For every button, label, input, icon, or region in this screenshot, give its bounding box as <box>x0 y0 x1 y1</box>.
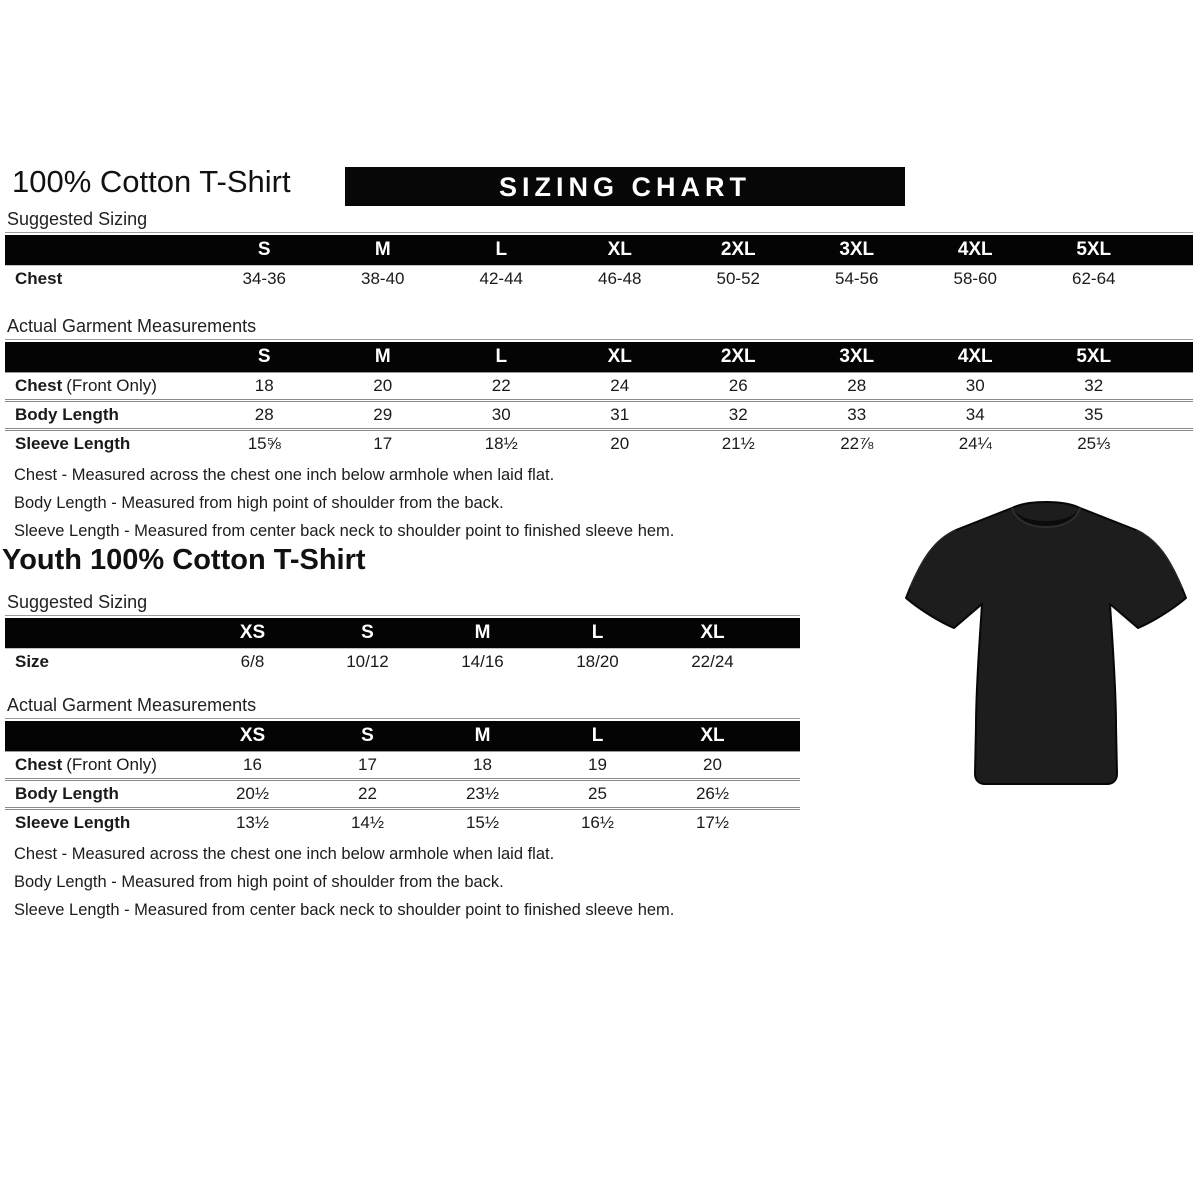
column-header: S <box>205 342 324 373</box>
table-cell: 26 <box>679 373 798 401</box>
table-row-sleeve-length <box>5 809 800 837</box>
column-header: M <box>324 235 443 266</box>
adult-actual-table <box>5 342 1193 457</box>
table-cell: 32 <box>1035 373 1154 401</box>
column-header: 4XL <box>916 235 1035 266</box>
table-cell: 14/16 <box>425 649 540 676</box>
column-header: S <box>310 618 425 649</box>
table-cell: 20 <box>324 373 443 401</box>
page-title: 100% Cotton T-Shirt <box>12 164 291 199</box>
header-spacer <box>5 342 205 373</box>
suggested-sizing-label: Suggested Sizing <box>7 209 148 229</box>
table-cell: 20½ <box>195 780 310 809</box>
column-header: XS <box>195 721 310 752</box>
youth-suggested-table <box>5 618 800 675</box>
table-cell: 42-44 <box>442 266 561 293</box>
table-row-size <box>5 649 800 676</box>
youth-actual-table <box>5 721 800 836</box>
column-header: XS <box>195 618 310 649</box>
table-cell: 34-36 <box>205 266 324 293</box>
table-header-row <box>5 618 800 649</box>
header-spacer <box>5 721 195 752</box>
adult-actual-section <box>5 316 1193 457</box>
table-cell-spacer <box>770 780 800 809</box>
table-cell: 38-40 <box>324 266 443 293</box>
table-cell: 16½ <box>540 809 655 837</box>
table-cell: 17½ <box>655 809 770 837</box>
adult-suggested-table <box>5 235 1193 292</box>
note-body-length: Body Length - Measured from high point of shoulder from the back. <box>14 873 504 891</box>
table-header-row <box>5 235 1193 266</box>
table-cell: 17 <box>324 430 443 458</box>
column-header: 3XL <box>798 342 917 373</box>
column-header: S <box>205 235 324 266</box>
table-header-row <box>5 342 1193 373</box>
row-label-text: Chest <box>15 755 63 774</box>
table-cell: 46-48 <box>561 266 680 293</box>
column-header: L <box>442 235 561 266</box>
table-row-chest <box>5 373 1193 401</box>
header-spacer <box>5 235 205 266</box>
column-header: L <box>540 618 655 649</box>
header-spacer <box>770 618 800 649</box>
table-cell: 29 <box>324 401 443 430</box>
column-header: M <box>324 342 443 373</box>
row-label-text: Chest <box>15 376 63 395</box>
row-label <box>5 649 195 676</box>
table-cell: 33 <box>798 401 917 430</box>
row-label-text: Chest <box>15 269 63 288</box>
row-label <box>5 809 195 837</box>
table-cell: 34 <box>916 401 1035 430</box>
column-header: M <box>425 721 540 752</box>
table-cell: 25 <box>540 780 655 809</box>
column-header: XL <box>561 342 680 373</box>
youth-title: Youth 100% Cotton T-Shirt <box>2 544 366 576</box>
column-header: S <box>310 721 425 752</box>
divider <box>5 232 1193 233</box>
suggested-sizing-label: Suggested Sizing <box>7 592 148 612</box>
table-cell-spacer <box>770 649 800 676</box>
column-header: XL <box>655 618 770 649</box>
table-header-row <box>5 721 800 752</box>
table-cell: 10/12 <box>310 649 425 676</box>
table-cell: 18 <box>205 373 324 401</box>
row-label-text: Body Length <box>15 784 119 803</box>
youth-suggested-section <box>5 592 800 675</box>
table-cell: 35 <box>1035 401 1154 430</box>
column-header: 5XL <box>1035 342 1154 373</box>
note-chest: Chest - Measured across the chest one inch below armhole when laid flat. <box>14 466 555 484</box>
table-cell: 15⅝ <box>205 430 324 458</box>
table-cell: 22 <box>310 780 425 809</box>
table-cell-spacer <box>1153 373 1193 401</box>
table-cell: 17 <box>310 752 425 780</box>
row-label-text: Body Length <box>15 405 119 424</box>
header-spacer <box>770 721 800 752</box>
table-cell: 58-60 <box>916 266 1035 293</box>
table-cell-spacer <box>1153 401 1193 430</box>
column-header: XL <box>561 235 680 266</box>
table-cell: 19 <box>540 752 655 780</box>
column-header: L <box>442 342 561 373</box>
table-row-body-length <box>5 401 1193 430</box>
tshirt-image <box>896 486 1196 804</box>
adult-measurement-notes <box>14 461 674 545</box>
table-cell: 6/8 <box>195 649 310 676</box>
column-header: M <box>425 618 540 649</box>
table-cell-spacer <box>770 752 800 780</box>
youth-measurement-notes <box>14 840 674 924</box>
note-sleeve-length: Sleeve Length - Measured from center back neck to shoulder point to finished sleeve hem. <box>14 901 675 919</box>
column-header: XL <box>655 721 770 752</box>
note-body-length: Body Length - Measured from high point of shoulder from the back. <box>14 494 504 512</box>
table-cell: 26½ <box>655 780 770 809</box>
row-label-text: Sleeve Length <box>15 813 131 832</box>
row-label <box>5 266 205 293</box>
row-label-text: Size <box>15 652 50 671</box>
actual-measurements-label: Actual Garment Measurements <box>7 695 257 715</box>
column-header: 4XL <box>916 342 1035 373</box>
header-spacer <box>1153 342 1193 373</box>
table-row-chest <box>5 752 800 780</box>
column-header: L <box>540 721 655 752</box>
table-cell: 20 <box>561 430 680 458</box>
divider <box>5 615 800 616</box>
note-chest: Chest - Measured across the chest one inch below armhole when laid flat. <box>14 845 555 863</box>
table-cell: 25⅓ <box>1035 430 1154 458</box>
row-label <box>5 780 195 809</box>
table-cell: 54-56 <box>798 266 917 293</box>
table-cell: 14½ <box>310 809 425 837</box>
table-cell: 30 <box>442 401 561 430</box>
table-cell: 22/24 <box>655 649 770 676</box>
table-row-body-length <box>5 780 800 809</box>
table-cell: 15½ <box>425 809 540 837</box>
table-cell: 22 <box>442 373 561 401</box>
row-label <box>5 373 205 401</box>
header-spacer <box>1153 235 1193 266</box>
table-row <box>5 266 1193 293</box>
table-cell: 31 <box>561 401 680 430</box>
sizing-chart-banner: SIZING CHART <box>345 167 905 206</box>
table-cell: 22⅞ <box>798 430 917 458</box>
table-cell-spacer <box>770 809 800 837</box>
note-sleeve-length: Sleeve Length - Measured from center back neck to shoulder point to finished sleeve hem. <box>14 522 675 540</box>
table-cell: 18 <box>425 752 540 780</box>
row-label <box>5 752 195 780</box>
table-cell: 28 <box>205 401 324 430</box>
table-cell: 23½ <box>425 780 540 809</box>
table-cell: 16 <box>195 752 310 780</box>
column-header: 5XL <box>1035 235 1154 266</box>
row-label <box>5 430 205 458</box>
divider <box>5 718 800 719</box>
row-label-note: (Front Only) <box>66 376 157 395</box>
table-cell: 30 <box>916 373 1035 401</box>
table-cell: 18/20 <box>540 649 655 676</box>
table-row-sleeve-length <box>5 430 1193 458</box>
actual-measurements-label: Actual Garment Measurements <box>7 316 257 336</box>
youth-actual-section <box>5 695 800 836</box>
column-header: 2XL <box>679 342 798 373</box>
row-label-note: (Front Only) <box>66 755 157 774</box>
tshirt-graphic <box>896 486 1196 804</box>
table-cell: 32 <box>679 401 798 430</box>
table-cell: 50-52 <box>679 266 798 293</box>
table-cell: 24 <box>561 373 680 401</box>
table-cell: 28 <box>798 373 917 401</box>
table-cell: 24¼ <box>916 430 1035 458</box>
table-cell: 13½ <box>195 809 310 837</box>
divider <box>5 339 1193 340</box>
row-label-text: Sleeve Length <box>15 434 131 453</box>
row-label <box>5 401 205 430</box>
header-spacer <box>5 618 195 649</box>
table-cell-spacer <box>1153 266 1193 293</box>
table-cell-spacer <box>1153 430 1193 458</box>
table-cell: 62-64 <box>1035 266 1154 293</box>
adult-suggested-section <box>5 209 1193 292</box>
table-cell: 18½ <box>442 430 561 458</box>
column-header: 3XL <box>798 235 917 266</box>
table-cell: 20 <box>655 752 770 780</box>
column-header: 2XL <box>679 235 798 266</box>
table-cell: 21½ <box>679 430 798 458</box>
